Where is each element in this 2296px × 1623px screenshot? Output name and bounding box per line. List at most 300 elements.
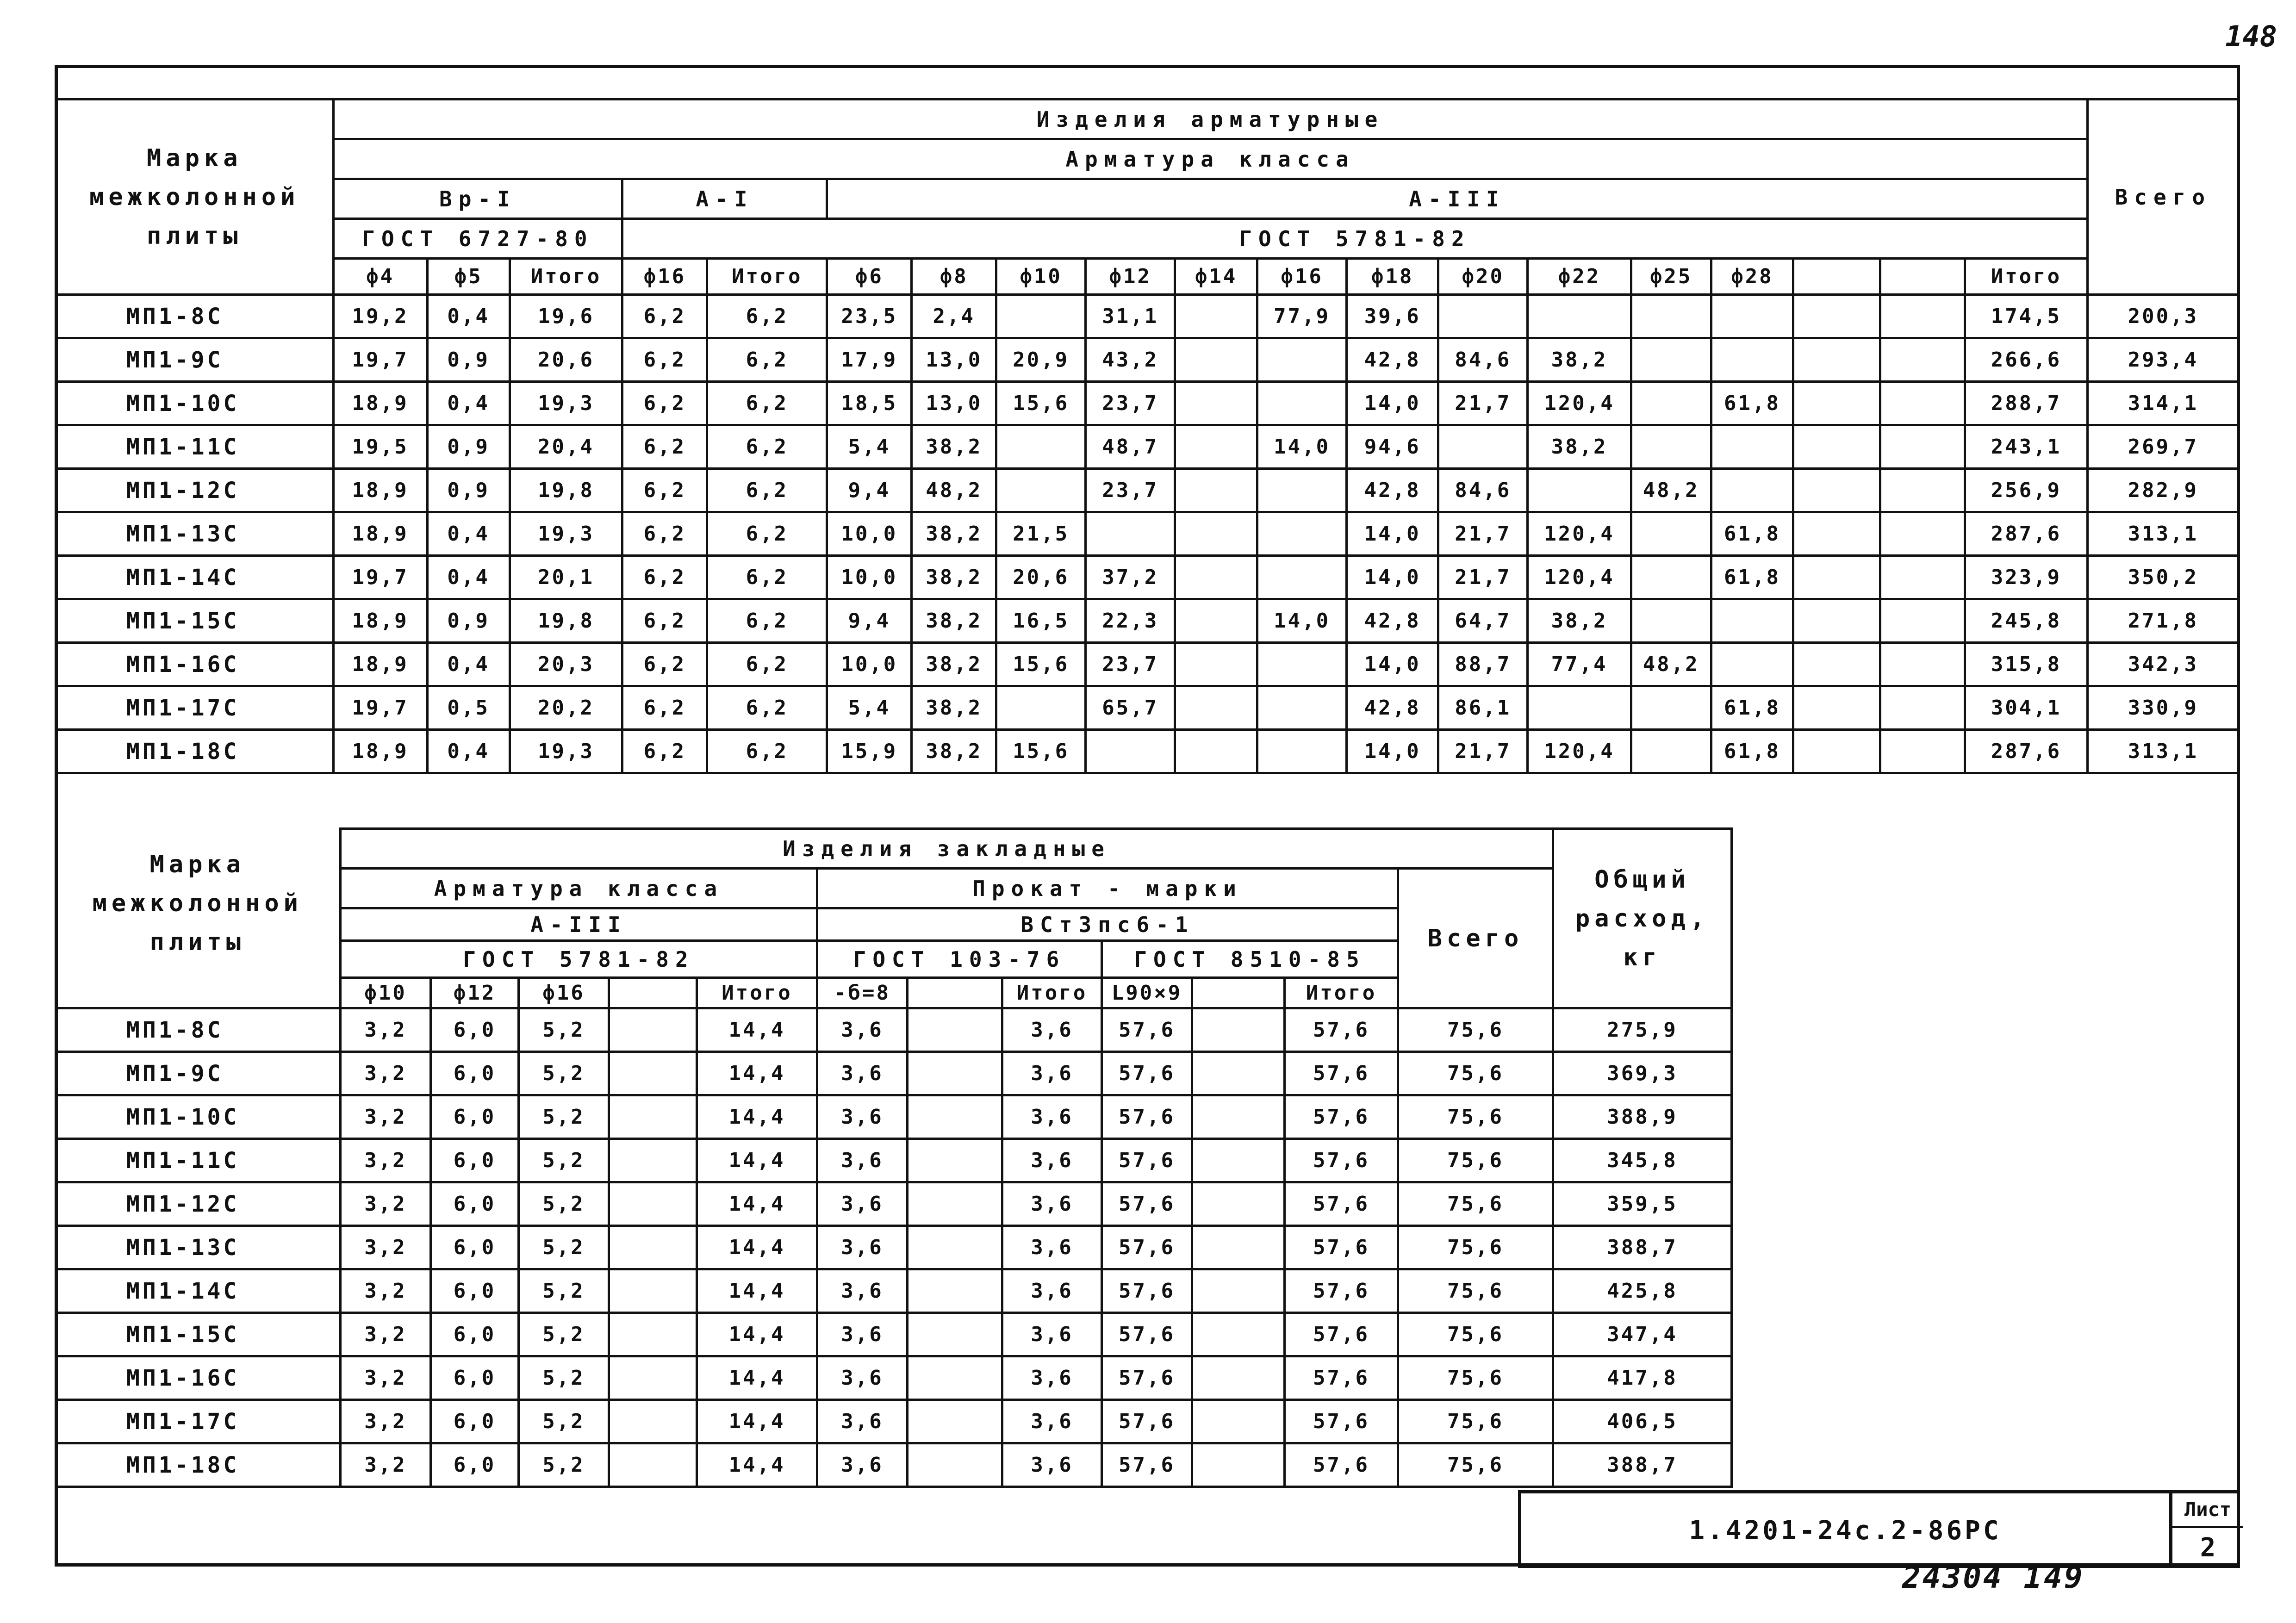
table-cell [996,295,1086,338]
table-cell: 6,2 [707,643,827,686]
table-cell: 19,7 [333,686,427,730]
table-cell [1175,469,1257,512]
table-cell: 304,1 [1965,686,2087,730]
column-header: ф8 [912,259,996,295]
table-cell: 3,6 [1002,1095,1102,1139]
table-cell [609,1400,697,1443]
table-cell: 14,4 [697,1313,817,1356]
table-cell: 20,6 [996,556,1086,599]
table-cell: 6,0 [431,1269,519,1313]
table-row [56,295,2239,338]
column-header: ф4 [333,259,427,295]
table-cell [609,1269,697,1313]
table-cell [1631,599,1711,643]
table-cell: 0,4 [427,512,510,556]
table-cell: 6,2 [707,295,827,338]
column-header: ф10 [996,259,1086,295]
table-cell: 39,6 [1347,295,1438,338]
table-cell: 5,2 [519,1313,609,1356]
title-block [1518,1490,2240,1568]
table-cell: 15,9 [827,730,912,773]
table-cell: 19,6 [510,295,622,338]
table-row [56,1008,1732,1052]
table-row [56,1313,1732,1356]
table-cell: 16,5 [996,599,1086,643]
table-cell: 57,6 [1102,1269,1192,1313]
table-cell: 266,6 [1965,338,2087,382]
table-cell: 6,0 [431,1139,519,1182]
table-cell: 6,0 [431,1095,519,1139]
table-cell [1711,295,1793,338]
table-row [56,1182,1732,1226]
plate-mark: МП1-17С [56,1400,341,1443]
table-cell: 38,2 [1528,599,1631,643]
plate-mark: МП1-9С [56,338,334,382]
table-cell: 6,0 [431,1008,519,1052]
table-cell: 19,8 [510,599,622,643]
table-cell: 0,4 [427,556,510,599]
table-cell [908,1008,1002,1052]
table-cell: 84,6 [1438,469,1528,512]
table-cell: 65,7 [1086,686,1175,730]
table-cell: 6,2 [622,730,707,773]
table-cell: 5,2 [519,1095,609,1139]
table-cell: 6,2 [622,425,707,469]
table-cell [1175,338,1257,382]
table-cell: 14,4 [697,1400,817,1443]
table-cell [609,1356,697,1400]
table-cell [1528,686,1631,730]
table-cell: 13,0 [912,382,996,425]
table-cell: 14,4 [697,1356,817,1400]
table-cell [1711,599,1793,643]
table-cell: 21,7 [1438,730,1528,773]
table-cell: 21,7 [1438,512,1528,556]
table-cell: 57,6 [1102,1052,1192,1095]
table-cell: 19,8 [510,469,622,512]
table-cell: 5,4 [827,686,912,730]
table-cell [1711,643,1793,686]
table-cell: 57,6 [1102,1443,1192,1487]
plate-mark: МП1-15С [56,599,334,643]
table-cell: 42,8 [1347,469,1438,512]
table-row [56,1356,1732,1400]
table-cell [1257,730,1347,773]
overall-consumption: 369,3 [1553,1052,1732,1095]
class-a3: А-III [827,179,2087,219]
column-header: ф16 [1257,259,1347,295]
table-cell: 3,2 [341,1443,431,1487]
table-cell [1192,1095,1285,1139]
table-cell: 5,2 [519,1356,609,1400]
table-cell: 14,0 [1257,599,1347,643]
table-cell [1528,295,1631,338]
table-cell: 174,5 [1965,295,2087,338]
table-cell [1793,295,1880,338]
table-cell: 6,2 [622,295,707,338]
table-cell [1257,686,1347,730]
table-cell: 6,2 [622,512,707,556]
table-cell: 0,9 [427,599,510,643]
table-cell: 21,7 [1438,382,1528,425]
table-cell: 6,0 [431,1052,519,1095]
table-cell: 48,7 [1086,425,1175,469]
table-cell: 57,6 [1285,1269,1398,1313]
table-cell: 14,4 [697,1139,817,1182]
table-cell: 6,2 [622,382,707,425]
table-cell: 57,6 [1102,1400,1192,1443]
sheet-label: Лист [2172,1493,2243,1528]
column-header [609,978,697,1008]
table-cell: 20,9 [996,338,1086,382]
table-cell: 323,9 [1965,556,2087,599]
table-cell: 18,9 [333,382,427,425]
table-cell [908,1269,1002,1313]
column-header: Итого [1285,978,1398,1008]
table-cell [1257,643,1347,686]
column-header: ф20 [1438,259,1528,295]
plate-mark: МП1-14С [56,556,334,599]
table-cell [1175,295,1257,338]
plate-mark: МП1-9С [56,1052,341,1095]
table-cell: 19,3 [510,512,622,556]
table-cell: 18,5 [827,382,912,425]
table-cell: 287,6 [1965,730,2087,773]
table-cell [1631,512,1711,556]
table-cell: 6,2 [707,686,827,730]
table-cell: 288,7 [1965,382,2087,425]
table-row [56,1443,1732,1487]
table-cell: 57,6 [1102,1182,1192,1226]
table-cell: 0,9 [427,338,510,382]
table-cell: 57,6 [1285,1443,1398,1487]
table-cell: 19,3 [510,382,622,425]
table-cell: 14,4 [697,1095,817,1139]
table-cell: 3,2 [341,1008,431,1052]
plate-mark: МП1-18С [56,1443,341,1487]
class-a1: А-I [622,179,827,219]
page-number: 148 [2225,19,2277,53]
table-cell: 14,0 [1347,382,1438,425]
table-cell: 42,8 [1347,599,1438,643]
table-cell [1257,469,1347,512]
table-cell: 3,6 [817,1443,908,1487]
table-cell: 57,6 [1285,1008,1398,1052]
table-cell: 13,0 [912,338,996,382]
table-cell: 17,9 [827,338,912,382]
table-cell: 14,4 [697,1443,817,1487]
table-cell [1086,512,1175,556]
table-cell: 3,6 [1002,1269,1102,1313]
table-cell: 61,8 [1711,556,1793,599]
table-cell: 38,2 [912,730,996,773]
arm-class-title: Арматура класса [341,869,817,908]
table-cell [1175,686,1257,730]
table-cell: 57,6 [1285,1226,1398,1269]
table-cell: 6,2 [622,469,707,512]
table-cell: 48,2 [1631,643,1711,686]
row-total: 313,1 [2087,512,2239,556]
table-cell [1192,1182,1285,1226]
table-cell: 6,2 [707,730,827,773]
table-cell: 14,0 [1257,425,1347,469]
table-cell: 14,0 [1347,556,1438,599]
class-vr1: Вр-I [333,179,622,219]
table-cell: 6,2 [707,599,827,643]
table-cell [1880,382,1965,425]
table-cell: 6,2 [707,556,827,599]
table-cell: 15,6 [996,643,1086,686]
table-cell: 6,2 [622,338,707,382]
table-cell: 0,4 [427,643,510,686]
row-total: 75,6 [1398,1313,1553,1356]
table-row [56,1269,1732,1313]
table-cell [1793,643,1880,686]
table-cell [1192,1443,1285,1487]
table-cell [908,1443,1002,1487]
table-cell: 14,4 [697,1052,817,1095]
table-cell: 77,4 [1528,643,1631,686]
table-cell: 3,6 [1002,1400,1102,1443]
table-cell: 57,6 [1285,1052,1398,1095]
table-cell: 0,4 [427,382,510,425]
table-cell: 19,2 [333,295,427,338]
embedded-products-title: Изделия закладные [341,829,1553,869]
column-header: ф16 [622,259,707,295]
table-cell: 3,6 [1002,1443,1102,1487]
table-cell: 94,6 [1347,425,1438,469]
table-cell: 6,0 [431,1356,519,1400]
overall-consumption: 345,8 [1553,1139,1732,1182]
table-cell: 6,2 [622,686,707,730]
row-total: 313,1 [2087,730,2239,773]
column-header: ф6 [827,259,912,295]
table-cell: 18,9 [333,599,427,643]
table-cell: 14,0 [1347,512,1438,556]
table-cell: 3,6 [1002,1052,1102,1095]
plate-mark: МП1-11С [56,1139,341,1182]
document-code: 1.4201-24с.2-86РС [1689,1516,2002,1546]
row-total: 75,6 [1398,1443,1553,1487]
overall-consumption: 406,5 [1553,1400,1732,1443]
table-cell: 23,7 [1086,643,1175,686]
table-cell [1880,295,1965,338]
table-cell: 6,0 [431,1400,519,1443]
row-total: 271,8 [2087,599,2239,643]
table-cell [1192,1400,1285,1443]
table-cell: 21,5 [996,512,1086,556]
table-cell: 5,2 [519,1269,609,1313]
table-cell: 5,2 [519,1443,609,1487]
table-cell [1880,469,1965,512]
overall-consumption: 417,8 [1553,1356,1732,1400]
table-cell: 20,4 [510,425,622,469]
table-cell: 37,2 [1086,556,1175,599]
row-total: 342,3 [2087,643,2239,686]
table-cell: 61,8 [1711,686,1793,730]
column-header: ф14 [1175,259,1257,295]
table-cell [1631,295,1711,338]
table-cell: 10,0 [827,643,912,686]
table-cell: 14,4 [697,1182,817,1226]
table-cell [609,1226,697,1269]
table-cell [1880,512,1965,556]
table-cell [1711,469,1793,512]
table-row [56,1095,1732,1139]
column-header: ф12 [431,978,519,1008]
table-cell [908,1226,1002,1269]
table-row [56,730,2239,773]
table-cell: 5,2 [519,1052,609,1095]
table-cell [1711,338,1793,382]
row-total: 75,6 [1398,1226,1553,1269]
table-cell: 3,6 [1002,1008,1102,1052]
table-cell: 42,8 [1347,686,1438,730]
table-cell: 3,2 [341,1356,431,1400]
table-cell [1793,556,1880,599]
table-cell [908,1139,1002,1182]
prokat-steel: ВСт3пс6-1 [817,908,1398,941]
table-cell [1192,1356,1285,1400]
table-cell: 22,3 [1086,599,1175,643]
table-cell [1793,425,1880,469]
table-row [56,469,2239,512]
table2-body [56,1008,1732,1487]
table-cell: 6,0 [431,1182,519,1226]
table-cell: 57,6 [1102,1008,1192,1052]
row-total: 75,6 [1398,1095,1553,1139]
table-cell [609,1095,697,1139]
column-header: ф28 [1711,259,1793,295]
table-cell: 0,5 [427,686,510,730]
table-cell: 0,9 [427,425,510,469]
reinforcement-class-title: Арматура класса [333,139,2087,179]
row-total: 75,6 [1398,1052,1553,1095]
table-cell: 245,8 [1965,599,2087,643]
table-cell: 19,7 [333,338,427,382]
table-cell: 6,0 [431,1443,519,1487]
table-cell [1793,686,1880,730]
table-row [56,599,2239,643]
column-header: Итого [707,259,827,295]
overall-consumption: 425,8 [1553,1269,1732,1313]
table-cell: 57,6 [1285,1400,1398,1443]
gost-6727: ГОСТ 6727-80 [333,219,622,259]
table-cell [1257,382,1347,425]
table-cell: 3,2 [341,1400,431,1443]
table-cell: 3,2 [341,1182,431,1226]
table-cell [908,1313,1002,1356]
table-cell: 57,6 [1285,1095,1398,1139]
column-header [908,978,1002,1008]
table-cell: 19,3 [510,730,622,773]
gost-103: ГОСТ 103-76 [817,941,1102,978]
table-cell [908,1400,1002,1443]
table-row [56,556,2239,599]
embedded-products-table [55,827,1733,1488]
table-cell: 120,4 [1528,556,1631,599]
table-cell: 120,4 [1528,382,1631,425]
table-cell: 3,6 [817,1095,908,1139]
table-cell [1438,295,1528,338]
table-cell: 57,6 [1285,1182,1398,1226]
table-cell: 86,1 [1438,686,1528,730]
table-cell: 64,7 [1438,599,1528,643]
overall-consumption: 347,4 [1553,1313,1732,1356]
table-cell: 3,6 [1002,1313,1102,1356]
column-header: ф16 [519,978,609,1008]
table-cell [1793,469,1880,512]
gost-8510: ГОСТ 8510-85 [1102,941,1398,978]
table-cell: 14,0 [1347,730,1438,773]
table-cell: 3,2 [341,1052,431,1095]
table-cell [1793,730,1880,773]
table-cell: 6,2 [622,599,707,643]
column-header [1793,259,1880,295]
table-cell [1880,686,1965,730]
table-cell: 3,2 [341,1226,431,1269]
table-cell: 3,6 [1002,1182,1102,1226]
plate-mark: МП1-13С [56,1226,341,1269]
table-cell: 9,4 [827,469,912,512]
table-cell: 5,2 [519,1400,609,1443]
table-cell: 9,4 [827,599,912,643]
table-cell: 38,2 [912,425,996,469]
column-header: Итого [1965,259,2087,295]
table-cell: 6,2 [622,556,707,599]
table-cell [1711,425,1793,469]
table-cell [1793,599,1880,643]
table-cell [1631,338,1711,382]
arm-class-a3: А-III [341,908,817,941]
table-cell: 6,2 [707,425,827,469]
row-total: 75,6 [1398,1182,1553,1226]
table-cell: 6,2 [622,643,707,686]
table-cell: 3,2 [341,1313,431,1356]
table-cell: 38,2 [912,512,996,556]
column-header: ф22 [1528,259,1631,295]
table-cell [1257,556,1347,599]
table-cell: 61,8 [1711,730,1793,773]
column-header: ф5 [427,259,510,295]
table-cell [1175,382,1257,425]
table-cell: 57,6 [1285,1356,1398,1400]
table-cell [1257,512,1347,556]
table-cell: 31,1 [1086,295,1175,338]
overall-consumption: 388,7 [1553,1226,1732,1269]
table-cell: 5,2 [519,1008,609,1052]
table-cell: 20,6 [510,338,622,382]
table-cell: 3,6 [817,1400,908,1443]
table-cell: 3,6 [817,1356,908,1400]
table-cell: 84,6 [1438,338,1528,382]
table-cell: 23,5 [827,295,912,338]
plate-mark: МП1-16С [56,1356,341,1400]
plate-mark: МП1-10С [56,1095,341,1139]
table-cell: 20,2 [510,686,622,730]
table-cell: 120,4 [1528,512,1631,556]
archive-number: 24304 149 [1902,1560,2084,1595]
row-total: 330,9 [2087,686,2239,730]
table-cell: 10,0 [827,556,912,599]
table-cell [1192,1226,1285,1269]
table-cell: 14,4 [697,1269,817,1313]
table-cell [1880,643,1965,686]
table-cell [908,1356,1002,1400]
table-cell [1880,425,1965,469]
plate-mark: МП1-13С [56,512,334,556]
table1-body [56,295,2239,773]
